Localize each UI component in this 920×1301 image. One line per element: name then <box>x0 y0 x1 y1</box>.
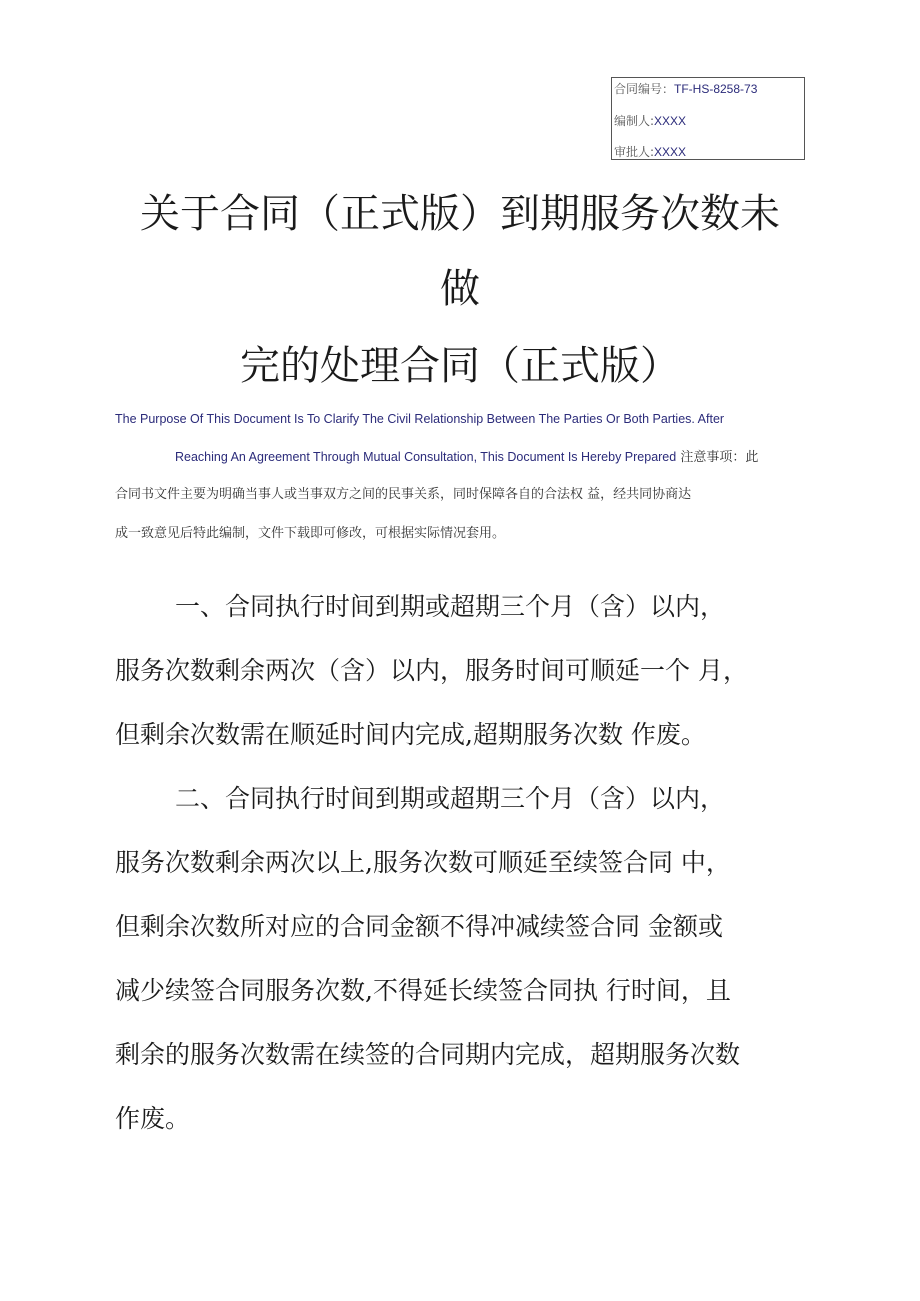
notice-line-3: 成一致意见后特此编制，文件下载即可修改，可根据实际情况套用。 <box>115 526 506 541</box>
editor <box>614 113 686 129</box>
approver-label: 审批人: <box>614 145 655 159</box>
approver <box>614 144 686 160</box>
editor-label: 编制人: <box>614 114 655 128</box>
clause-2-line-1: 二、合同执行时间到期或超期三个月（含）以内， <box>175 784 726 813</box>
clause-2-line-5: 剩余的服务次数需在续签的合同期内完成，超期服务次数 <box>115 1040 741 1069</box>
document-title-line-3: 完的处理合同（正式版） <box>240 343 680 389</box>
document-title-line-2: 做 <box>440 266 480 312</box>
editor-value: XXXX <box>654 114 687 128</box>
clause-2-line-2: 服务次数剩余两次以上,服务次数可顺延至续签合同 中， <box>115 848 731 877</box>
notice-line-2: 合同书文件主要为明确当事人或当事双方之间的民事关系，同时保障各自的合法权 益，经共同协商达 <box>115 487 692 502</box>
notice-start: 注意事项：此 <box>676 450 759 465</box>
contract-number-label: 合同编号： <box>614 82 675 96</box>
clause-2-line-4: 减少续签合同服务次数,不得延长续签合同执 行时间，且 <box>115 976 731 1005</box>
intro-english-line-1: The Purpose Of This Document Is To Clarify The Civil Relationship Between The Parties Or Both Parties. After <box>115 412 725 426</box>
clause-1-line-1: 一、合同执行时间到期或超期三个月（含）以内， <box>175 592 726 621</box>
clause-1-line-3: 但剩余次数需在顺延时间内完成,超期服务次数 作废。 <box>115 720 706 749</box>
contract-number <box>614 81 757 97</box>
contract-number-value: TF-HS-8258-73 <box>674 82 758 96</box>
clause-1-line-2: 服务次数剩余两次（含）以内，服务时间可顺延一个 月， <box>115 656 748 685</box>
clause-2-line-6: 作废。 <box>115 1104 191 1133</box>
document-title-line-1: 关于合同（正式版）到期服务次数未 <box>140 191 780 237</box>
clause-2-line-3: 但剩余次数所对应的合同金额不得冲减续签合同 金额或 <box>115 912 723 941</box>
intro-english-line-2-text: Reaching An Agreement Through Mutual Consultation, This Document Is Hereby Prepared <box>175 450 677 464</box>
approver-value: XXXX <box>654 145 687 159</box>
intro-english-line-2 <box>175 449 758 466</box>
document-meta-box <box>611 77 805 160</box>
